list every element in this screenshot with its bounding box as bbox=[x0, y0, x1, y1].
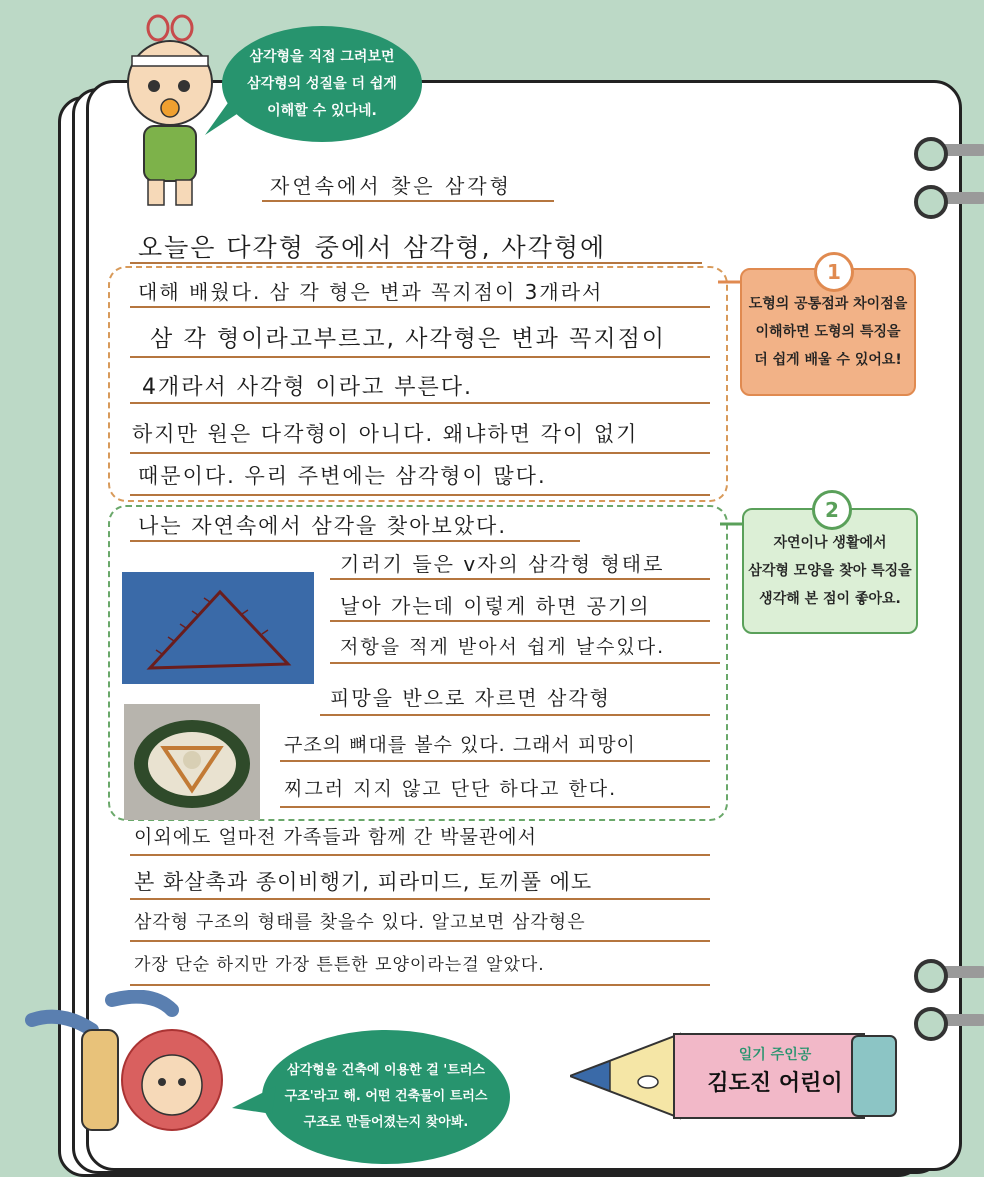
speech-line: 구조로 만들어졌는지 찾아봐. bbox=[303, 1115, 469, 1130]
note-line: 도형의 공통점과 차이점을 bbox=[748, 296, 908, 312]
diary-line: 때문이다. 우리 주변에는 삼각형이 많다. bbox=[138, 464, 547, 488]
curly-hair-character-illustration bbox=[22, 990, 252, 1170]
diary-title: 자연속에서 찾은 삼각형 bbox=[270, 174, 512, 198]
pepper-photo bbox=[124, 704, 260, 820]
diary-line: 삼 각 형이라고부르고, 사각형은 변과 꼭지점이 bbox=[150, 326, 667, 352]
diary-line: 4개라서 사각형 이라고 부른다. bbox=[142, 375, 473, 400]
line-rule bbox=[130, 854, 710, 856]
diary-line: 본 화살촉과 종이비행기, 피라미드, 토끼풀 에도 bbox=[134, 870, 593, 894]
line-rule bbox=[330, 578, 710, 580]
line-rule bbox=[320, 714, 710, 716]
diary-line: 저항을 적게 받아서 쉽게 날수있다. bbox=[340, 636, 666, 658]
speech-line: 삼각형을 직접 그려보면 bbox=[249, 48, 395, 65]
diary-line: 나는 자연속에서 삼각을 찾아보았다. bbox=[138, 514, 507, 538]
line-rule bbox=[130, 898, 710, 900]
ring-icon bbox=[914, 1007, 948, 1041]
note-connector bbox=[718, 276, 742, 288]
diary-line: 구조의 뼈대를 볼수 있다. 그래서 피망이 bbox=[284, 734, 636, 756]
line-rule bbox=[130, 540, 580, 542]
line-rule bbox=[130, 984, 710, 986]
speech-bubble-bottom bbox=[262, 1030, 510, 1164]
note-line: 자연이나 생활에서 bbox=[773, 535, 887, 551]
line-rule bbox=[330, 620, 710, 622]
diary-line: 가장 단순 하지만 가장 튼튼한 모양이라는걸 알았다. bbox=[134, 955, 545, 975]
diary-line: 하지만 원은 다각형이 아니다. 왜냐하면 각이 없기 bbox=[132, 422, 639, 446]
line-rule bbox=[130, 356, 710, 358]
pencil-label: 일기 주인공 bbox=[738, 1047, 812, 1063]
diary-line: 날아 가는데 이렇게 하면 공기의 bbox=[340, 594, 651, 618]
note-line: 더 쉽게 배울 수 있어요! bbox=[754, 352, 902, 368]
line-rule bbox=[130, 494, 710, 496]
line-rule bbox=[130, 306, 710, 308]
note-connector bbox=[720, 518, 744, 530]
line-rule bbox=[330, 662, 720, 664]
speech-line: 삼각형의 성질을 더 쉽게 bbox=[247, 75, 397, 92]
speech-line: 구조'라고 해. 어떤 건축물이 트러스 bbox=[284, 1089, 488, 1104]
line-rule bbox=[280, 806, 710, 808]
diary-line: 오늘은 다각형 중에서 삼각형, 사각형에 bbox=[138, 233, 607, 262]
diary-line: 삼각형 구조의 형태를 찾을수 있다. 알고보면 삼각형은 bbox=[134, 912, 586, 933]
note-number-1: 1 bbox=[814, 252, 854, 292]
speech-bubble-tail bbox=[205, 100, 245, 140]
ring-icon bbox=[914, 959, 948, 993]
diary-line: 찌그러 지지 않고 단단 하다고 한다. bbox=[284, 778, 618, 800]
speech-bubble-tail bbox=[232, 1080, 276, 1120]
note-line: 삼각형 모양을 찾아 특징을 bbox=[748, 563, 912, 579]
diary-author-name: 김도진 어린이 bbox=[707, 1071, 843, 1096]
line-rule bbox=[130, 940, 710, 942]
note-number-2: 2 bbox=[812, 490, 852, 530]
speech-line: 삼각형을 건축에 이용한 걸 '트러스 bbox=[287, 1063, 485, 1078]
note-line: 이해하면 도형의 특징을 bbox=[755, 324, 901, 340]
diary-line: 피망을 반으로 자르면 삼각형 bbox=[330, 686, 611, 710]
title-underline bbox=[262, 200, 554, 202]
triangle-photo bbox=[122, 572, 314, 684]
note-line: 생각해 본 점이 좋아요. bbox=[759, 591, 901, 607]
diary-line: 이외에도 얼마전 가족들과 함께 간 박물관에서 bbox=[134, 826, 537, 848]
speech-bubble-top bbox=[222, 26, 422, 142]
ring-icon bbox=[914, 185, 948, 219]
speech-line: 이해할 수 있다네. bbox=[267, 102, 377, 119]
line-rule bbox=[130, 262, 702, 264]
diary-line: 대해 배웠다. 삼 각 형은 변과 꼭지점이 3개라서 bbox=[138, 280, 604, 304]
baby-character-illustration bbox=[110, 8, 220, 213]
line-rule bbox=[280, 760, 710, 762]
line-rule bbox=[130, 452, 710, 454]
line-rule bbox=[130, 402, 710, 404]
diary-line: 기러기 들은 v자의 삼각형 형태로 bbox=[340, 552, 665, 576]
ring-icon bbox=[914, 137, 948, 171]
